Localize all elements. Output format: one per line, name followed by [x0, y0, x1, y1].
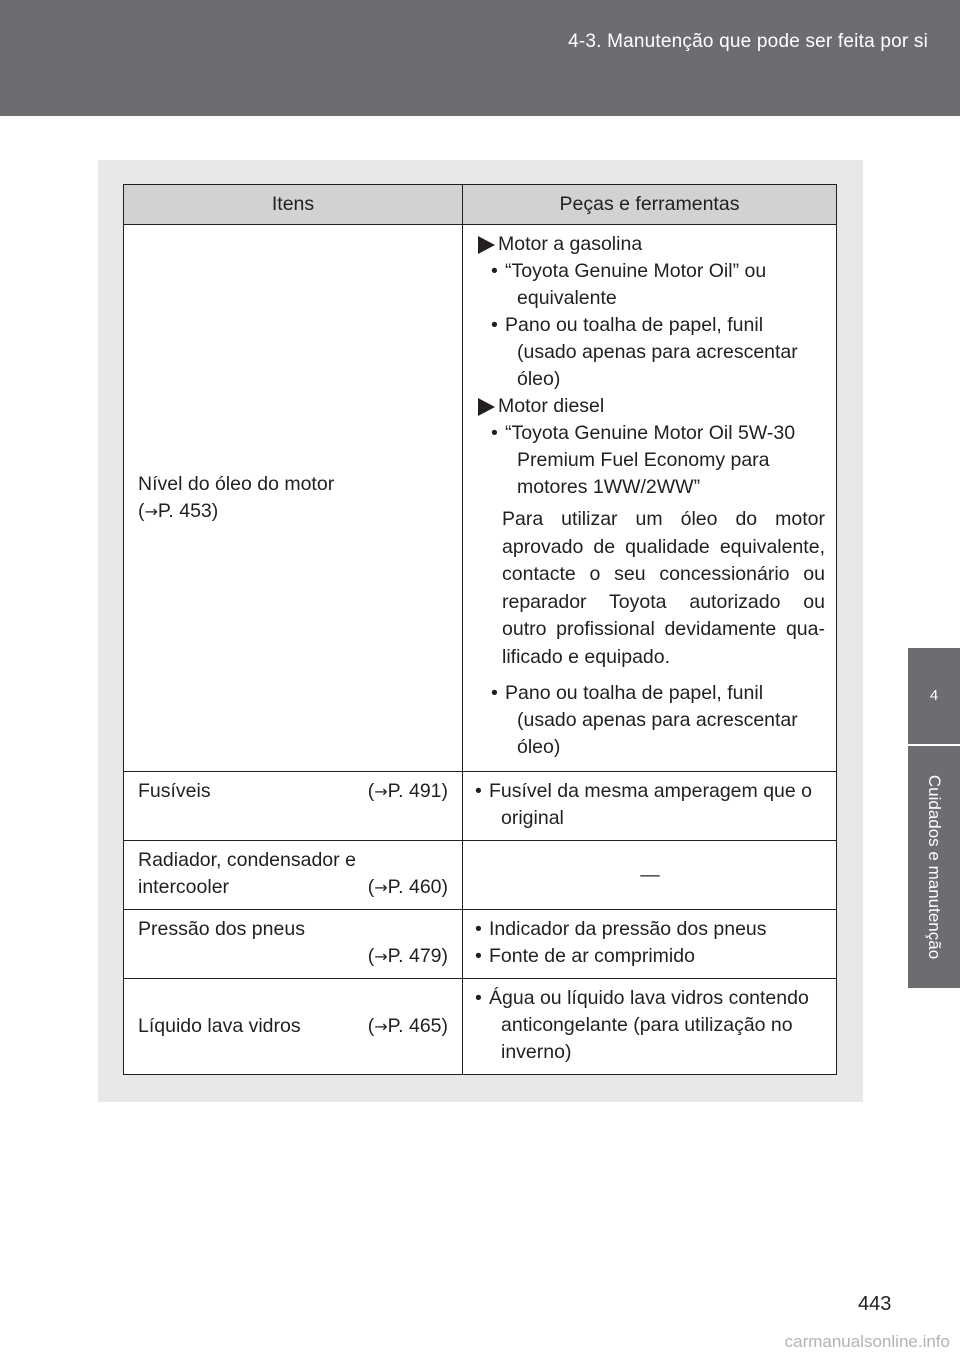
item-cell: [124, 910, 463, 979]
item-cell: [124, 772, 463, 841]
chapter-title: Cuidados e manutenção: [925, 774, 944, 960]
table-header-row: [124, 185, 837, 225]
list-item: • Pano ou toalha de papel, funil (usado apenas para acrescentar óleo): [491, 682, 798, 758]
tools-cell: [463, 910, 837, 979]
item-label: Pressão dos pneus: [138, 918, 305, 940]
tools-cell: [463, 225, 837, 772]
table-row: [124, 910, 837, 979]
item-label: Nível do óleo do motor: [138, 473, 335, 495]
arrow-right-icon: →: [374, 947, 388, 966]
item-label: Líquido lava vidros: [138, 1015, 301, 1037]
table-row: [124, 225, 837, 772]
list-item: • Pano ou toalha de papel, funil (usado apenas para acrescentar óleo): [491, 314, 798, 390]
table-row: [124, 772, 837, 841]
arrow-right-icon: →: [144, 502, 158, 521]
list-item: • Indicador da pressão dos pneus: [475, 918, 767, 940]
chapter-number-tab: 4: [908, 648, 960, 744]
chapter-title-tab: [908, 746, 960, 988]
item-cell: [124, 225, 463, 772]
tools-cell: [463, 979, 837, 1075]
engine-type-heading: Motor a gasolina: [475, 231, 825, 258]
arrow-right-icon: →: [374, 1017, 388, 1036]
triangle-bullet-icon: [478, 236, 495, 254]
list-item: • “Toyota Genuine Motor Oil” ou equivalente: [491, 260, 767, 309]
note-paragraph: Para utilizar um óleo do motor aprovado de qualidade equivalente, contacte o seu concessionário ou reparador Toyota autorizado ou outro profissional devidamente qua- lificado e equipado.: [502, 508, 825, 668]
item-label: intercooler: [138, 876, 230, 898]
tools-cell: [463, 772, 837, 841]
item-ref: (→P. 453): [138, 500, 219, 522]
column-header-tools: Peças e ferramentas: [463, 185, 837, 225]
header-bar: [0, 0, 960, 116]
item-ref: (→P. 479): [367, 945, 448, 967]
table-row: [124, 841, 837, 910]
list-item: • Fusível da mesma amperagem que o original: [475, 780, 812, 829]
triangle-bullet-icon: [478, 398, 495, 416]
item-cell: [124, 841, 463, 910]
item-label: Radiador, condensador e: [138, 849, 356, 871]
item-cell: [124, 979, 463, 1075]
item-ref: (→P. 491): [367, 780, 448, 802]
arrow-right-icon: →: [374, 878, 388, 897]
list-item: • “Toyota Genuine Motor Oil 5W-30 Premium Fuel Economy para motores 1WW/2WW”: [491, 422, 796, 498]
page-number: 443: [858, 1293, 892, 1315]
list-item: • Fonte de ar comprimido: [475, 945, 695, 967]
arrow-right-icon: →: [374, 782, 388, 801]
empty-dash: —: [640, 863, 660, 886]
list-item: • Água ou líquido lava vidros contendo anticongelante (para utilização no inverno): [475, 987, 809, 1063]
table-row: [124, 979, 837, 1075]
tools-cell: [463, 841, 837, 910]
watermark: carmanualsonline.info: [784, 1332, 950, 1351]
item-ref: (→P. 460): [367, 876, 448, 898]
item-ref: (→P. 465): [367, 1015, 448, 1037]
item-label: Fusíveis: [138, 780, 211, 802]
column-header-items: Itens: [124, 185, 463, 225]
maintenance-table: [123, 184, 837, 1075]
section-title: 4-3. Manutenção que pode ser feita por si: [568, 31, 928, 52]
engine-type-heading: Motor diesel: [475, 393, 825, 420]
